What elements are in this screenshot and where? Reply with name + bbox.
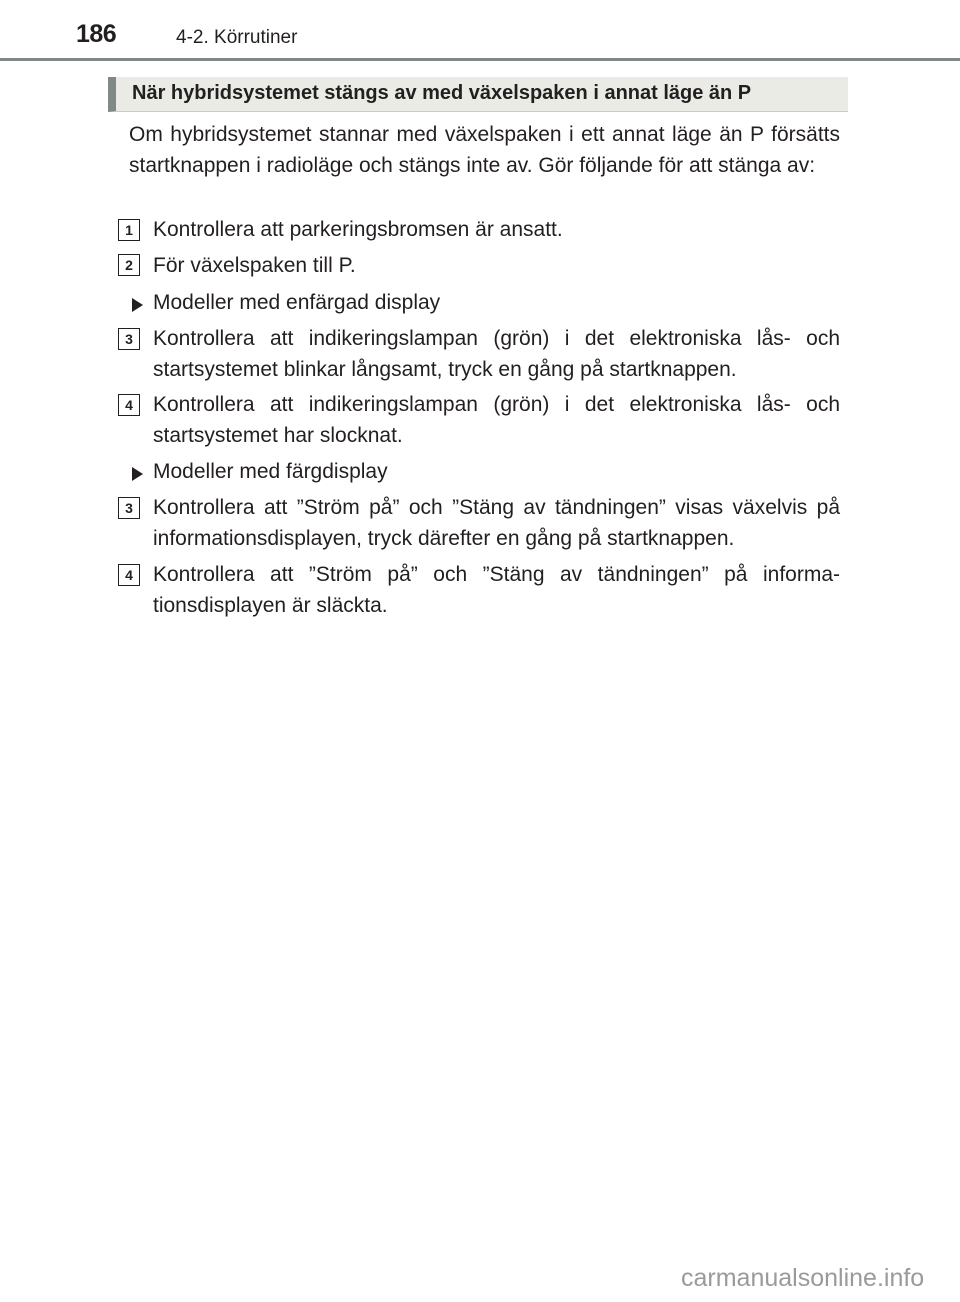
page-number: 186 <box>76 20 117 48</box>
step-text: Kontrollera att ”Ström på” och ”Stäng av tändningen” visas växelvis på informationsdisplayen, tryck därefter en gång på startknappen. <box>153 496 840 550</box>
step-number-box: 2 <box>118 254 140 276</box>
step-number-box: 1 <box>118 219 140 241</box>
section-heading: När hybridsystemet stängs av med växelspaken i annat läge än P <box>132 82 752 104</box>
step-number-box: 4 <box>118 564 140 586</box>
step-number-box: 4 <box>118 394 140 416</box>
step-text: För växelspaken till P. <box>153 254 356 277</box>
model-bullet-label: Modeller med enfärgad display <box>153 291 441 314</box>
section-title: 4-2. Körrutiner <box>176 27 298 48</box>
step-text: Kontrollera att indikeringslampan (grön) i det elektroniska lås- och startsystemet blinkar långsamt, tryck en gång på startknappen. <box>153 327 840 381</box>
section-heading-bar <box>108 77 848 112</box>
step-text: Kontrollera att indikeringslampan (grön) i det elektroniska lås- och startsystemet har slocknat. <box>153 393 840 447</box>
watermark: carmanualsonline.info <box>681 1264 925 1292</box>
triangle-bullet-icon <box>132 298 143 312</box>
intro-paragraph: Om hybridsystemet stannar med växelspaken i ett annat läge än P försätts startknappen i radioläge och stängs inte av. Gör följande för att stänga av: <box>129 123 840 177</box>
step-text: Kontrollera att parkeringsbromsen är ansatt. <box>153 218 563 241</box>
model-bullet-label: Modeller med färgdisplay <box>153 460 388 483</box>
header-divider <box>0 58 960 61</box>
step-number-box: 3 <box>118 328 140 350</box>
step-text: Kontrollera att ”Ström på” och ”Stäng av tändningen” på informa-tionsdisplayen är släckta. <box>153 563 840 617</box>
triangle-bullet-icon <box>132 467 143 481</box>
step-number-box: 3 <box>118 497 140 519</box>
